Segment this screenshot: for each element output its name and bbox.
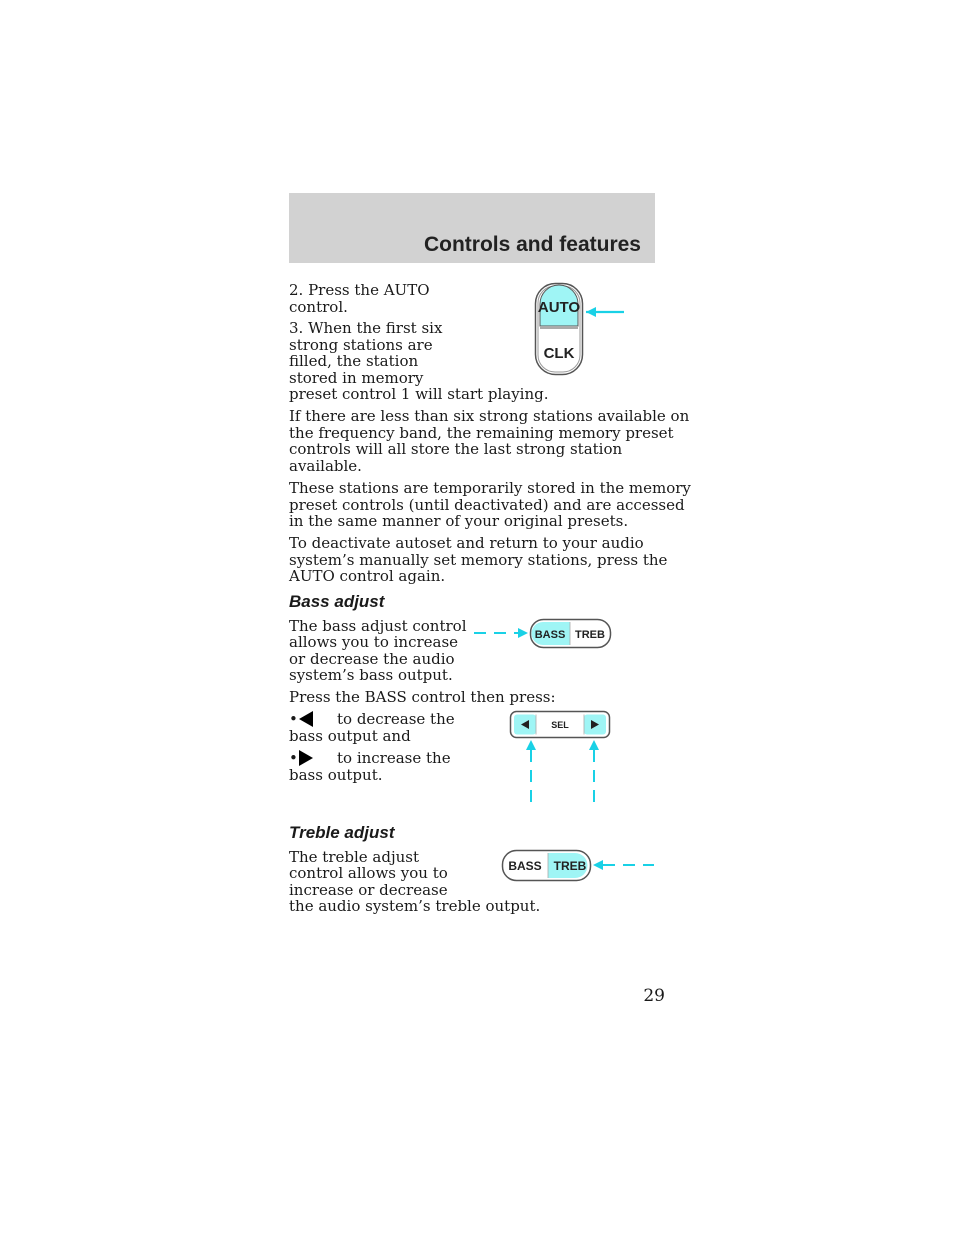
- bullet-decrease-line-2: bass output and: [289, 726, 411, 745]
- sel-label: SEL: [551, 720, 569, 730]
- auto-clk-figure: [534, 282, 634, 378]
- step-3-line-4: stored in memory: [289, 369, 424, 387]
- treble-fig-treb-label: TREB: [553, 859, 587, 873]
- auto-arrow-head: [586, 307, 596, 317]
- treble-desc-line-3: increase or decrease: [289, 881, 448, 899]
- section-header-band: [289, 193, 655, 263]
- bass-desc-line-3: or decrease the audio: [289, 650, 455, 668]
- less-stations-line-4: available.: [289, 457, 362, 475]
- page-number: 29: [643, 986, 665, 1006]
- bass-desc-line-1: The bass adjust control: [289, 617, 467, 635]
- clk-button-label: CLK: [543, 345, 575, 362]
- temporary-line-1: These stations are temporarily stored in the memory: [289, 479, 691, 497]
- less-stations-line-1: If there are less than six strong stations available on: [289, 407, 690, 425]
- treble-fig-bass-label: BASS: [508, 859, 542, 873]
- section-title: Controls and features: [423, 233, 641, 256]
- deactivate-line-2: system’s manually set memory stations, press the: [289, 551, 668, 569]
- treble-figure: [500, 847, 660, 885]
- step-3-line-2: strong stations are: [289, 336, 433, 354]
- step-3-line-3: filled, the station: [289, 352, 419, 370]
- less-stations-line-2: the frequency band, the remaining memory preset: [289, 424, 674, 442]
- right-arrow-icon: [299, 750, 313, 766]
- temporary-line-3: in the same manner of your original presets.: [289, 512, 629, 530]
- treble-desc-line-4: the audio system’s treble output.: [289, 897, 541, 915]
- treble-adjust-heading: Treble adjust: [289, 823, 395, 842]
- bass-desc-line-4: system’s bass output.: [289, 666, 453, 684]
- treb-label: TREB: [575, 629, 605, 641]
- bass-label: BASS: [534, 629, 566, 641]
- deactivate-line-1: To deactivate autoset and return to your audio: [289, 534, 644, 552]
- bullet-dot: •: [289, 710, 298, 728]
- bullet-dot: •: [289, 749, 298, 767]
- deactivate-line-3: AUTO control again.: [289, 567, 446, 585]
- bass-press-instruction: Press the BASS control then press:: [289, 688, 556, 706]
- sel-right-arrow-head: [589, 740, 599, 750]
- step-2-line-2: control.: [289, 298, 348, 316]
- bass-figure: [460, 617, 616, 653]
- sel-left-arrow-head: [526, 740, 536, 750]
- bass-adjust-heading: Bass adjust: [289, 592, 385, 611]
- treble-desc-line-1: The treble adjust: [289, 848, 420, 866]
- step-3-line-5: preset control 1 will start playing.: [289, 385, 549, 403]
- step-2-line-1: 2. Press the AUTO: [289, 281, 430, 299]
- bullet-increase-line-1: to increase the: [337, 749, 451, 767]
- auto-button-label: AUTO: [537, 299, 581, 316]
- step-3-line-1: 3. When the first six: [289, 319, 443, 337]
- sel-figure: [508, 708, 614, 812]
- bass-desc-line-2: allows you to increase: [289, 633, 459, 651]
- bullet-increase-line-2: bass output.: [289, 765, 383, 784]
- bass-arrow-head: [518, 628, 528, 638]
- treb-arrow-head: [593, 860, 603, 870]
- bullet-decrease-line-1: to decrease the: [337, 710, 455, 728]
- left-arrow-icon: [299, 711, 313, 727]
- treble-desc-line-2: control allows you to: [289, 864, 448, 882]
- less-stations-line-3: controls will all store the last strong station: [289, 440, 623, 458]
- temporary-line-2: preset controls (until deactivated) and are accessed: [289, 496, 685, 514]
